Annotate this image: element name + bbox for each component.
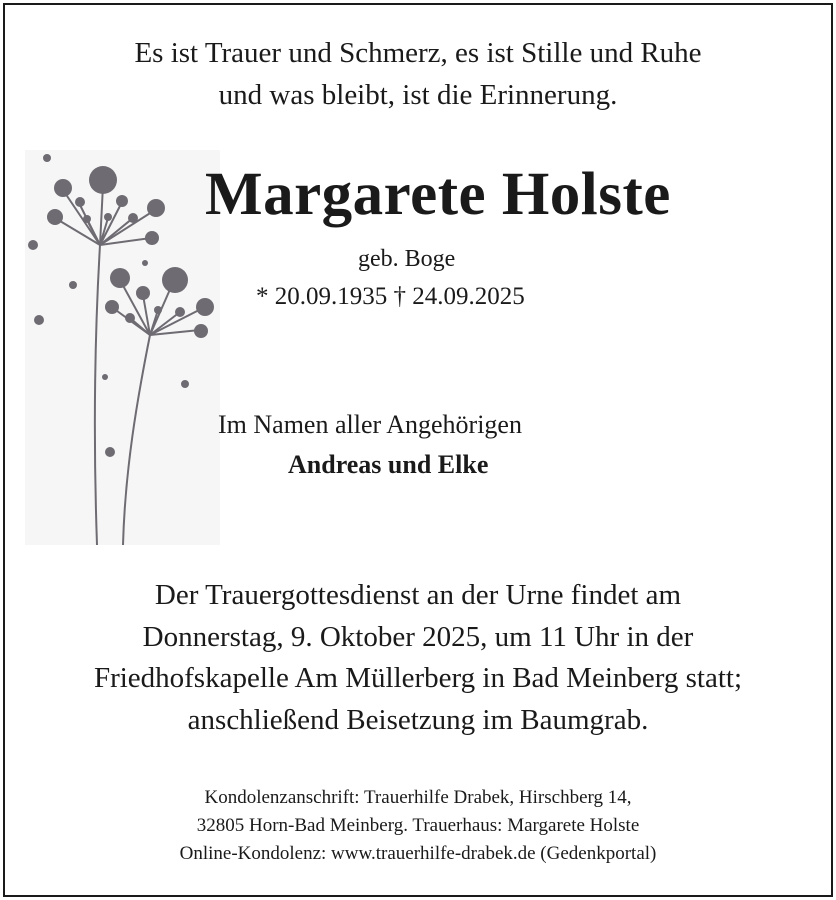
verse-line-2: und was bleibt, ist die Erinnerung. [218, 79, 618, 111]
mourners-names: Andreas und Elke [288, 450, 489, 479]
contact-line-1: Kondolenzanschrift: Trauerhilfe Drabek, Hirschberg 14, [204, 787, 632, 808]
contact-line-2: 32805 Horn-Bad Meinberg. Trauerhaus: Margarete Holste [196, 815, 640, 836]
deceased-name: Margarete Holste [205, 161, 671, 228]
condolence-contact [0, 784, 836, 868]
contact-line-3: Online-Kondolenz: www.trauerhilfe-drabek.de (Gedenkportal) [179, 843, 657, 864]
service-line-2: Donnerstag, 9. Oktober 2025, um 11 Uhr in der [142, 620, 694, 653]
verse-line-1: Es ist Trauer und Schmerz, es ist Stille und Ruhe [134, 37, 702, 69]
birth-name: geb. Boge [358, 246, 456, 272]
mourners-intro: Im Namen aller Angehörigen [218, 410, 522, 439]
mourners-block [218, 405, 618, 485]
service-line-1: Der Trauergottesdienst an der Urne findet am [154, 579, 682, 611]
service-line-3: Friedhofskapelle Am Müllerberg in Bad Meinberg statt; [93, 662, 743, 694]
life-dates: * 20.09.1935 † 24.09.2025 [256, 283, 525, 310]
memorial-verse [0, 32, 836, 116]
service-line-4: anschließend Beisetzung im Baumgrab. [187, 703, 649, 736]
service-announcement [0, 575, 836, 741]
dandelion-flower-icon [25, 150, 220, 545]
